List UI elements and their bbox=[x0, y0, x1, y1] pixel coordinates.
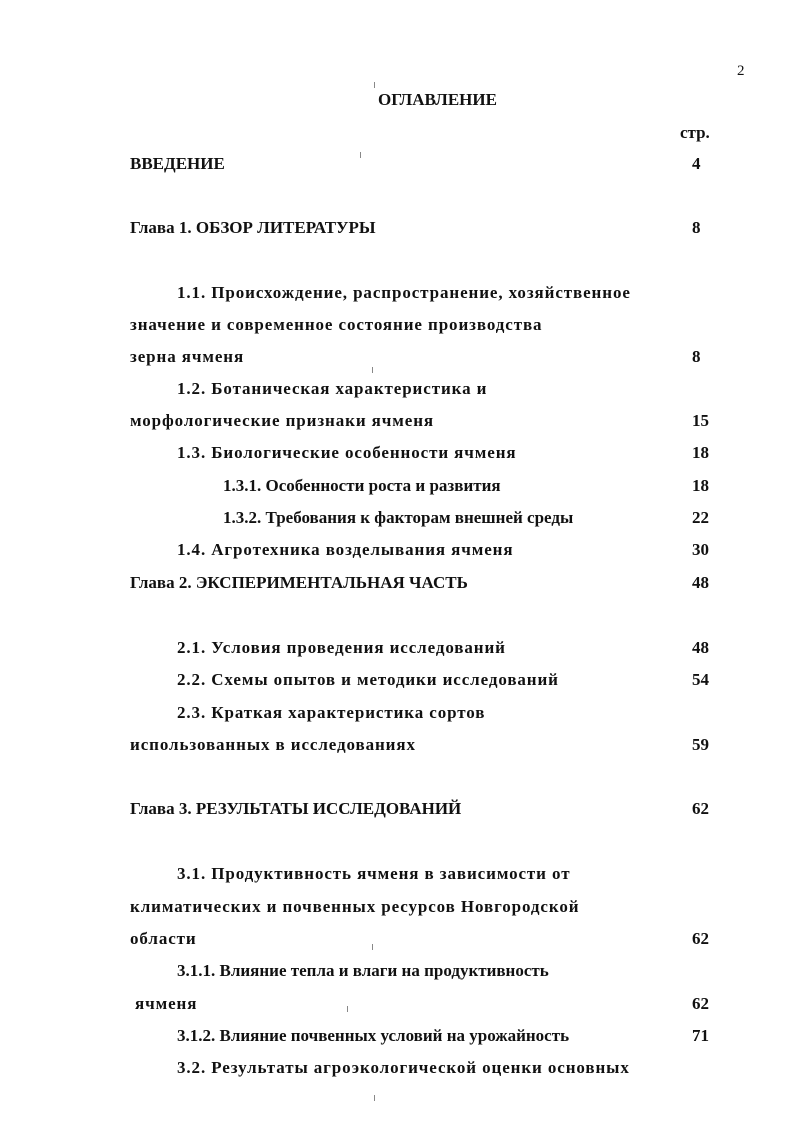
scan-speck bbox=[372, 944, 373, 950]
toc-page-intro: 4 bbox=[692, 154, 701, 173]
toc-line-1-2-b[interactable]: морфологические признаки ячменя bbox=[130, 411, 434, 430]
toc-line-3-2[interactable]: 3.2. Результаты агроэкологической оценки основных bbox=[177, 1058, 630, 1077]
toc-line-2-2[interactable]: 2.2. Схемы опытов и методики исследований bbox=[177, 670, 559, 689]
toc-page-chapter-2: 48 bbox=[692, 573, 709, 592]
toc-page-2-3: 59 bbox=[692, 735, 709, 754]
toc-line-2-3-a[interactable]: 2.3. Краткая характеристика сортов bbox=[177, 703, 486, 722]
toc-page-1-1: 8 bbox=[692, 347, 701, 366]
toc-page-1-3-1: 18 bbox=[692, 476, 709, 495]
toc-line-1-1-c[interactable]: зерна ячменя bbox=[130, 347, 245, 366]
toc-line-chapter-1[interactable]: Глава 1. ОБЗОР ЛИТЕРАТУРЫ bbox=[130, 218, 376, 237]
scan-speck bbox=[374, 1095, 375, 1101]
scan-speck bbox=[374, 82, 375, 88]
toc-page-1-3-2: 22 bbox=[692, 508, 709, 527]
toc-line-intro[interactable]: ВВЕДЕНИЕ bbox=[130, 154, 225, 173]
toc-page-1-3: 18 bbox=[692, 443, 709, 462]
toc-page-3-1: 62 bbox=[692, 929, 709, 948]
toc-page-1-4: 30 bbox=[692, 540, 709, 559]
toc-title: ОГЛАВЛЕНИЕ bbox=[378, 90, 497, 109]
toc-page-3-1-2: 71 bbox=[692, 1026, 709, 1045]
toc-line-3-1-1-a[interactable]: 3.1.1. Влияние тепла и влаги на продуктивность bbox=[177, 961, 549, 980]
toc-line-3-1-2[interactable]: 3.1.2. Влияние почвенных условий на урожайность bbox=[177, 1026, 570, 1045]
toc-line-1-4[interactable]: 1.4. Агротехника возделывания ячменя bbox=[177, 540, 514, 559]
toc-line-1-3[interactable]: 1.3. Биологические особенности ячменя bbox=[177, 443, 517, 462]
toc-page-3-1-1: 62 bbox=[692, 994, 709, 1013]
toc-line-1-1-a[interactable]: 1.1. Происхождение, распространение, хозяйственное bbox=[177, 283, 631, 302]
toc-line-1-2-a[interactable]: 1.2. Ботаническая характеристика и bbox=[177, 379, 488, 398]
scan-speck bbox=[347, 1006, 348, 1012]
scan-speck bbox=[372, 367, 373, 373]
toc-line-3-1-b[interactable]: климатических и почвенных ресурсов Новгородской bbox=[130, 897, 580, 916]
toc-line-2-1[interactable]: 2.1. Условия проведения исследований bbox=[177, 638, 506, 657]
toc-line-1-1-b[interactable]: значение и современное состояние производства bbox=[130, 315, 543, 334]
toc-line-3-1-c[interactable]: области bbox=[130, 929, 197, 948]
page-number: 2 bbox=[737, 63, 745, 79]
toc-line-chapter-2[interactable]: Глава 2. ЭКСПЕРИМЕНТАЛЬНАЯ ЧАСТЬ bbox=[130, 573, 468, 592]
toc-line-3-1-a[interactable]: 3.1. Продуктивность ячменя в зависимости от bbox=[177, 864, 571, 883]
toc-page-1-2: 15 bbox=[692, 411, 709, 430]
toc-line-1-3-2[interactable]: 1.3.2. Требования к факторам внешней среды bbox=[223, 508, 574, 527]
toc-page-chapter-3: 62 bbox=[692, 799, 709, 818]
toc-line-1-3-1[interactable]: 1.3.1. Особенности роста и развития bbox=[223, 476, 501, 495]
scan-speck bbox=[360, 152, 361, 158]
toc-line-chapter-3[interactable]: Глава 3. РЕЗУЛЬТАТЫ ИССЛЕДОВАНИЙ bbox=[130, 799, 462, 818]
toc-line-2-3-b[interactable]: использованных в исследованиях bbox=[130, 735, 416, 754]
toc-page-2-2: 54 bbox=[692, 670, 709, 689]
toc-page-chapter-1: 8 bbox=[692, 218, 701, 237]
toc-line-3-1-1-b[interactable]: ячменя bbox=[135, 994, 198, 1013]
toc-page-2-1: 48 bbox=[692, 638, 709, 657]
page-column-header: стр. bbox=[680, 123, 710, 142]
